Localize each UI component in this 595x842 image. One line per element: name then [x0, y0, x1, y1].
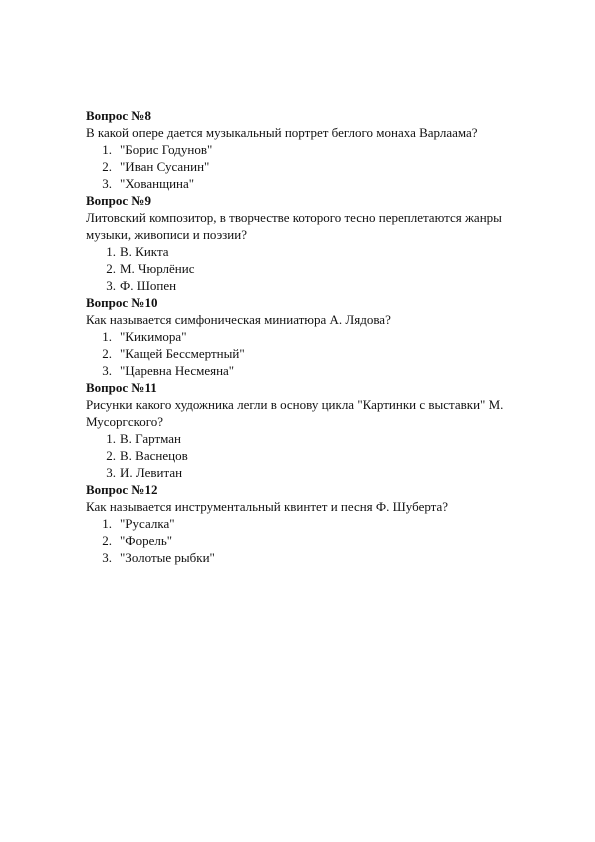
- answer-item: [86, 430, 546, 447]
- answer-item: [86, 464, 546, 481]
- answer-number: 3.: [102, 176, 112, 191]
- question-text: Рисунки какого художника легли в основу цикла "Картинки с выставки" М. Мусоргского?: [86, 397, 504, 429]
- answer-text: В. Гартман: [120, 431, 182, 446]
- question-title: Вопрос №8: [86, 108, 151, 123]
- quiz-document: [86, 107, 546, 566]
- answer-number: 1.: [106, 431, 116, 446]
- question-text: Как называется инструментальный квинтет и песня Ф. Шуберта?: [86, 499, 449, 514]
- answer-list: [86, 430, 546, 481]
- answer-item: [86, 345, 546, 362]
- answer-text: "Форель": [120, 533, 173, 548]
- answer-text: М. Чюрлёнис: [120, 261, 195, 276]
- answer-number: 3.: [102, 363, 112, 378]
- answer-number: 2.: [106, 261, 116, 276]
- answer-text: В. Кикта: [120, 244, 169, 259]
- answer-number: 1.: [102, 142, 112, 157]
- answer-text: "Иван Сусанин": [120, 159, 210, 174]
- question-8: [86, 107, 546, 192]
- answer-text: "Хованщина": [120, 176, 195, 191]
- answer-item: [86, 328, 546, 345]
- answer-number: 2.: [106, 448, 116, 463]
- question-12: [86, 481, 546, 566]
- answer-item: [86, 175, 546, 192]
- question-title: Вопрос №11: [86, 380, 157, 395]
- answer-list: [86, 328, 546, 379]
- answer-number: 3.: [106, 278, 116, 293]
- answer-number: 1.: [102, 516, 112, 531]
- question-9: [86, 192, 546, 294]
- question-title: Вопрос №12: [86, 482, 158, 497]
- question-title: Вопрос №9: [86, 193, 151, 208]
- answer-number: 1.: [102, 329, 112, 344]
- answer-text: В. Васнецов: [120, 448, 188, 463]
- question-text: Как называется симфоническая миниатюра А. Лядова?: [86, 312, 391, 327]
- answer-item: [86, 243, 546, 260]
- question-11: [86, 379, 546, 481]
- answer-text: "Кащей Бессмертный": [120, 346, 245, 361]
- answer-item: [86, 260, 546, 277]
- answer-number: 2.: [102, 159, 112, 174]
- answer-item: [86, 277, 546, 294]
- answer-number: 1.: [106, 244, 116, 259]
- answer-number: 2.: [102, 346, 112, 361]
- answer-text: "Кикимора": [120, 329, 187, 344]
- answer-item: [86, 158, 546, 175]
- answer-item: [86, 141, 546, 158]
- answer-text: "Золотые рыбки": [120, 550, 215, 565]
- answer-text: И. Левитан: [120, 465, 183, 480]
- question-title: Вопрос №10: [86, 295, 158, 310]
- answer-text: "Русалка": [120, 516, 175, 531]
- answer-text: "Борис Годунов": [120, 142, 213, 157]
- question-text: Литовский композитор, в творчестве которого тесно переплетаются жанры музыки, живописи и поэзии?: [86, 210, 502, 242]
- answer-text: Ф. Шопен: [120, 278, 177, 293]
- answer-number: 2.: [102, 533, 112, 548]
- answer-number: 3.: [102, 550, 112, 565]
- answer-item: [86, 549, 546, 566]
- answer-list: [86, 141, 546, 192]
- answer-number: 3.: [106, 465, 116, 480]
- answer-list: [86, 243, 546, 294]
- answer-item: [86, 447, 546, 464]
- answer-item: [86, 362, 546, 379]
- answer-text: "Царевна Несмеяна": [120, 363, 235, 378]
- answer-item: [86, 532, 546, 549]
- question-10: [86, 294, 546, 379]
- answer-list: [86, 515, 546, 566]
- question-text: В какой опере дается музыкальный портрет беглого монаха Варлаама?: [86, 125, 478, 140]
- answer-item: [86, 515, 546, 532]
